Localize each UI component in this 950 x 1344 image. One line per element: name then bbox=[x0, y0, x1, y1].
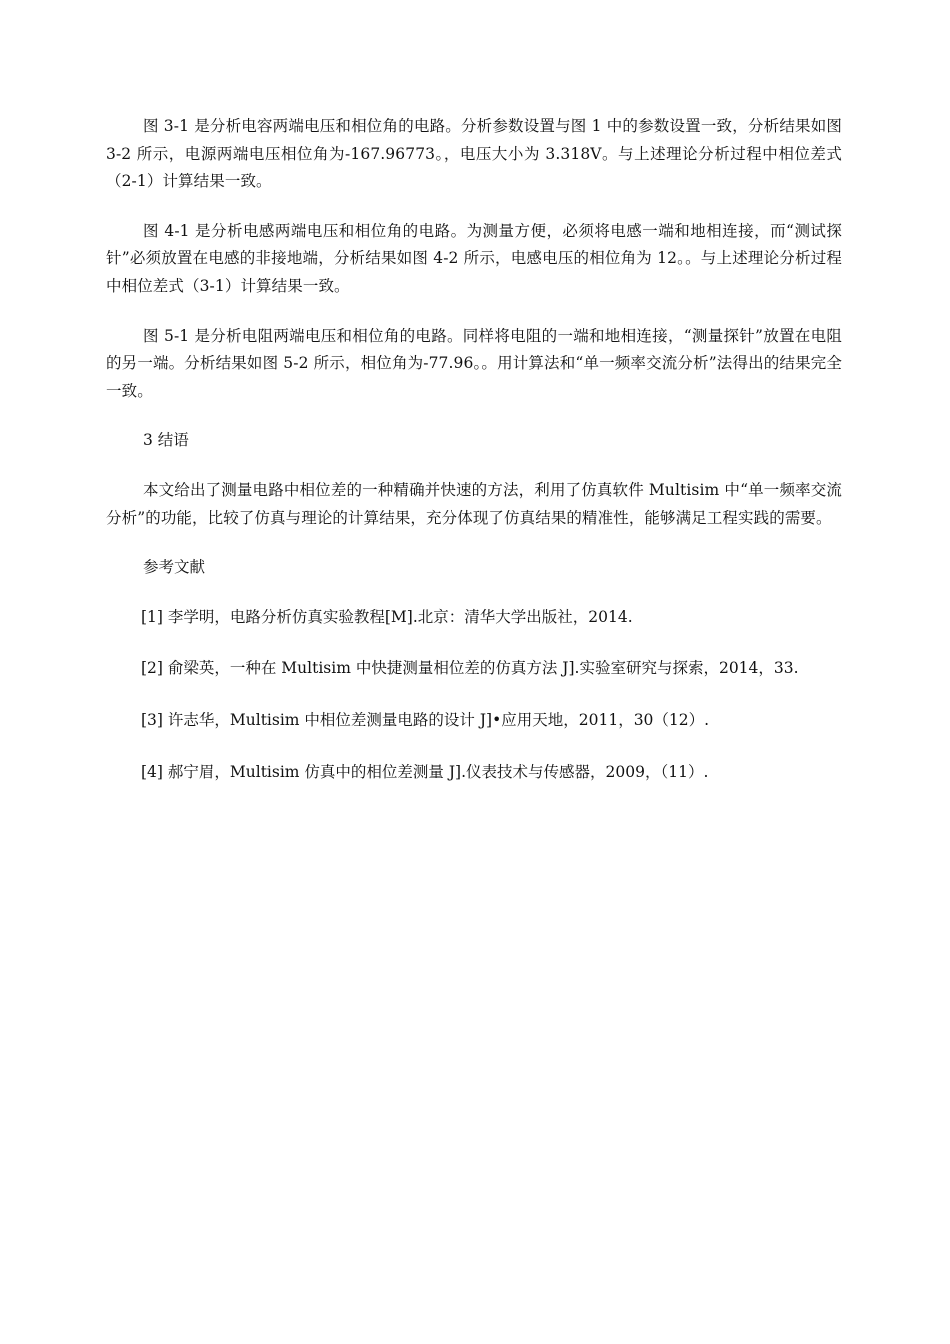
references-heading: 参考文献 bbox=[143, 558, 206, 577]
reference-item-1: [1] 李学明，电路分析仿真实验教程[M].北京：清华大学出版社，2014. bbox=[141, 607, 633, 626]
conclusion-paragraph: 本文给出了测量电路中相位差的一种精确并快速的方法，利用了仿真软件 Multisim 中“单一频率交流分析”的功能，比较了仿真与理论的计算结果，充分体现了仿真结果的精准性，能够满足工程实践的需要。 bbox=[106, 480, 842, 527]
document-page bbox=[106, 113, 842, 810]
reference-item-2: [2] 俞梁英，一种在 Multisim 中快捷测量相位差的仿真方法 J].实验室研究与探索，2014，33. bbox=[141, 659, 799, 678]
reference-item-3: [3] 许志华，Multisim 中相位差测量电路的设计 J]•应用天地，2011，30（12）. bbox=[141, 710, 710, 729]
reference-item-4: [4] 郝宁眉，Multisim 仿真中的相位差测量 J].仪表技术与传感器，2009，（11）. bbox=[141, 762, 709, 781]
paragraph-inductor-analysis: 图 4-1 是分析电感两端电压和相位角的电路。为测量方便，必须将电感一端和地相连接，而“测试探针”必须放置在电感的非接地端，分析结果如图 4-2 所示，电感电压的相位角为 12。。与上述理论分析过程中相位差式（3-1）计算结果一致。 bbox=[106, 221, 842, 295]
paragraph-capacitor-analysis: 图 3-1 是分析电容两端电压和相位角的电路。分析参数设置与图 1 中的参数设置一致，分析结果如图 3-2 所示，电源两端电压相位角为-167.96773。，电压大小为 3.318V。与上述理论分析过程中相位差式（2-1）计算结果一致。 bbox=[106, 117, 842, 191]
paragraph-resistor-analysis: 图 5-1 是分析电阻两端电压和相位角的电路。同样将电阻的一端和地相连接，“测量探针”放置在电阻的另一端。分析结果如图 5-2 所示，相位角为-77.96。。用计算法和“单一频率交流分析”法得出的结果完全一致。 bbox=[106, 326, 842, 400]
conclusion-heading: 3 结语 bbox=[143, 431, 189, 450]
